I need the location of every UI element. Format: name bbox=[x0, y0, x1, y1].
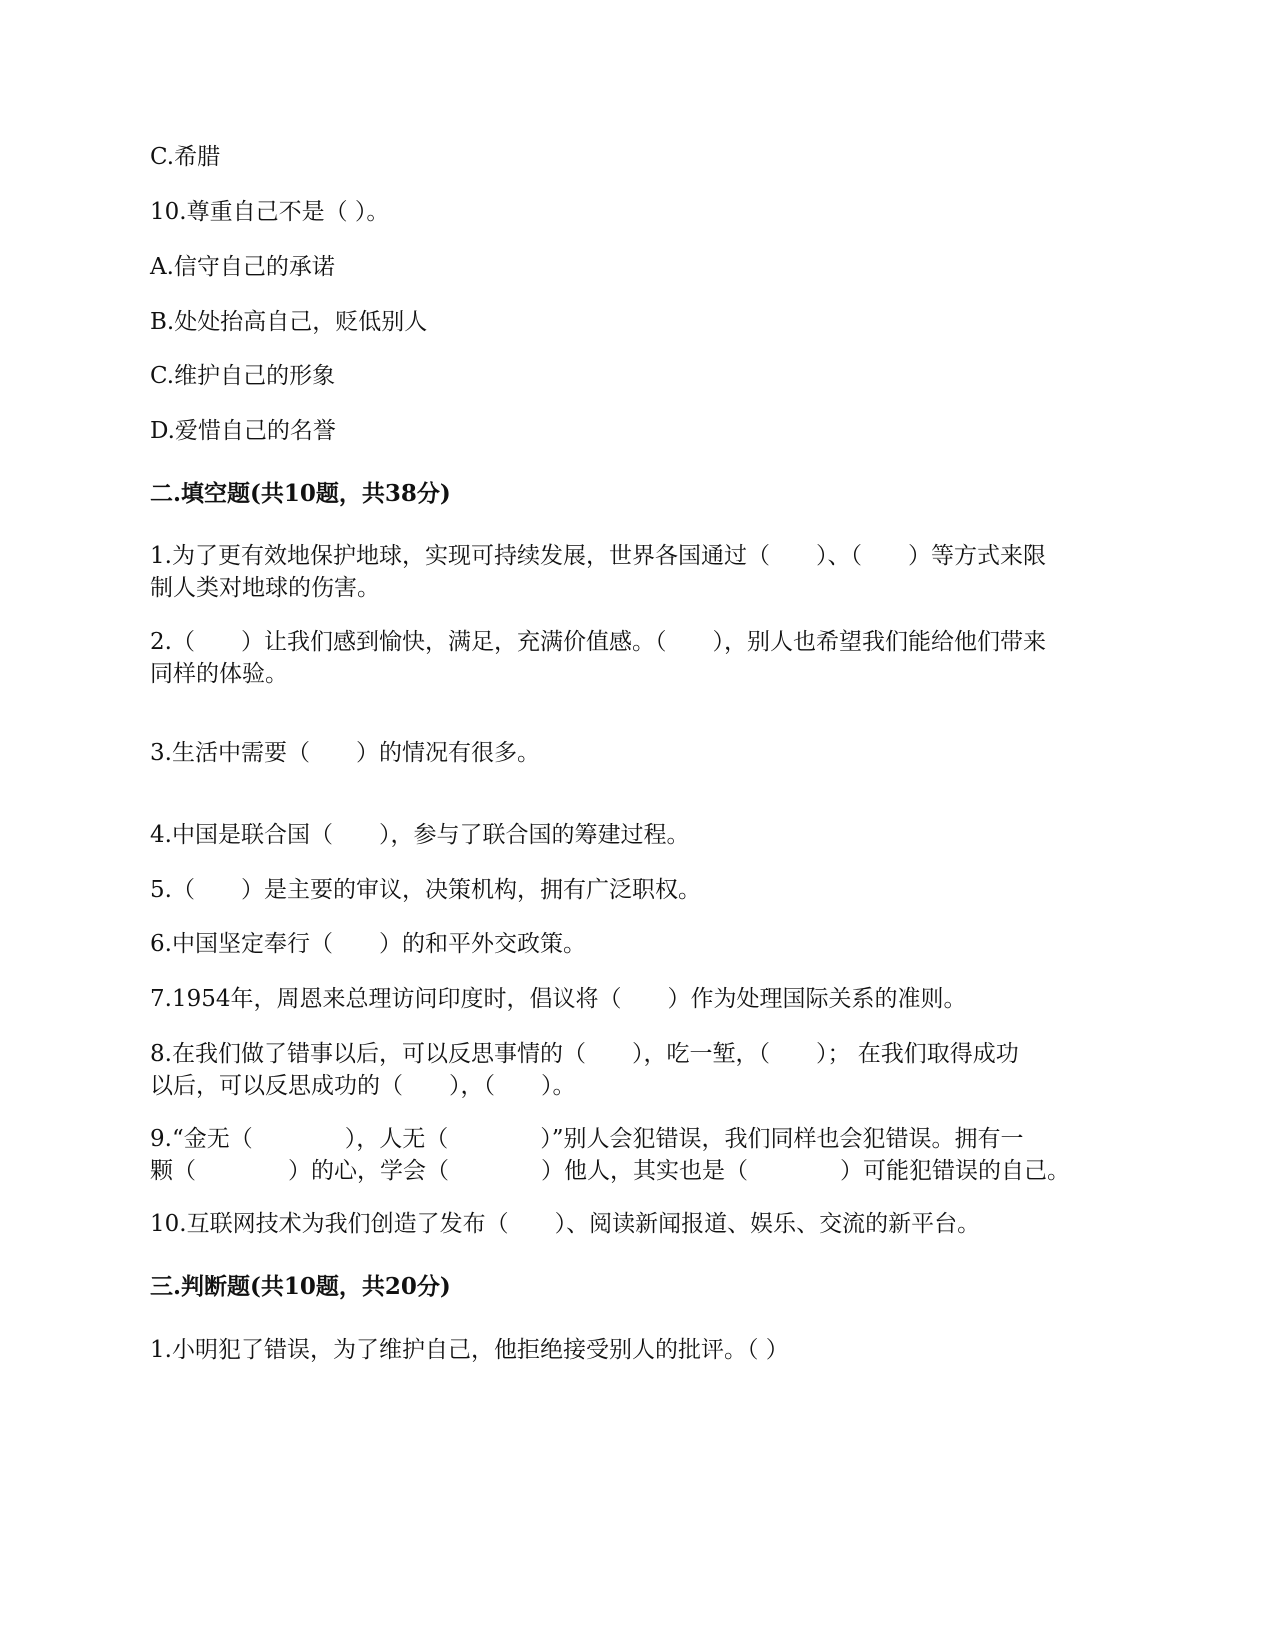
fill-question-7: 7.1954年，周恩来总理访问印度时，倡议将（ ）作为处理国际关系的准则。 bbox=[150, 986, 967, 1012]
q10-stem: 10.尊重自己不是（ ）。 bbox=[150, 199, 390, 225]
q10-option-a: A.信守自己的承诺 bbox=[150, 254, 335, 280]
fill-question-6: 6.中国坚定奉行（ ）的和平外交政策。 bbox=[150, 931, 586, 957]
fill-question-2-line-2: 同样的体验。 bbox=[150, 661, 288, 687]
fill-question-8-line-1: 8.在我们做了错事以后，可以反思事情的（ ），吃一堑，（ ）； 在我们取得成功 bbox=[150, 1041, 1019, 1067]
fill-question-9 bbox=[150, 1123, 1125, 1187]
fill-question-1 bbox=[150, 540, 1125, 604]
fill-question-2 bbox=[150, 626, 1125, 690]
q9-option-c: C.希腊 bbox=[150, 144, 221, 170]
q10-option-c: C.维护自己的形象 bbox=[150, 363, 336, 389]
fill-question-5: 5.（ ）是主要的审议，决策机构，拥有广泛职权。 bbox=[150, 877, 701, 903]
fill-question-9-line-2: 颗（ ）的心，学会（ ）他人，其实也是（ ）可能犯错误的自己。 bbox=[150, 1158, 1070, 1184]
fill-question-8 bbox=[150, 1038, 1125, 1102]
fill-question-10: 10.互联网技术为我们创造了发布（ ）、阅读新闻报道、娱乐、交流的新平台。 bbox=[150, 1211, 981, 1237]
fill-question-2-line-1: 2.（ ）让我们感到愉快，满足，充满价值感。（ ），别人也希望我们能给他们带来 bbox=[150, 629, 1046, 655]
q10-option-d: D.爱惜自己的名誉 bbox=[150, 418, 336, 444]
fill-question-9-line-1: 9.“金无（ ），人无（ ）”别人会犯错误，我们同样也会犯错误。拥有一 bbox=[150, 1126, 1024, 1152]
fill-question-1-line-1: 1.为了更有效地保护地球，实现可持续发展，世界各国通过（ ）、（ ）等方式来限 bbox=[150, 543, 1046, 569]
fill-question-1-line-2: 制人类对地球的伤害。 bbox=[150, 575, 380, 601]
fill-question-8-line-2: 以后，可以反思成功的（ ），（ ）。 bbox=[150, 1073, 576, 1099]
q10-option-b: B.处处抬高自己，贬低别人 bbox=[150, 309, 428, 335]
fill-question-3: 3.生活中需要（ ）的情况有很多。 bbox=[150, 740, 540, 766]
section3-heading: 三.判断题(共10题，共20分) bbox=[150, 1273, 451, 1300]
judge-question-1: 1.小明犯了错误，为了维护自己，他拒绝接受别人的批评。（ ） bbox=[150, 1337, 789, 1363]
fill-question-4: 4.中国是联合国（ ），参与了联合国的筹建过程。 bbox=[150, 822, 690, 848]
section2-heading: 二.填空题(共10题，共38分) bbox=[150, 480, 451, 507]
